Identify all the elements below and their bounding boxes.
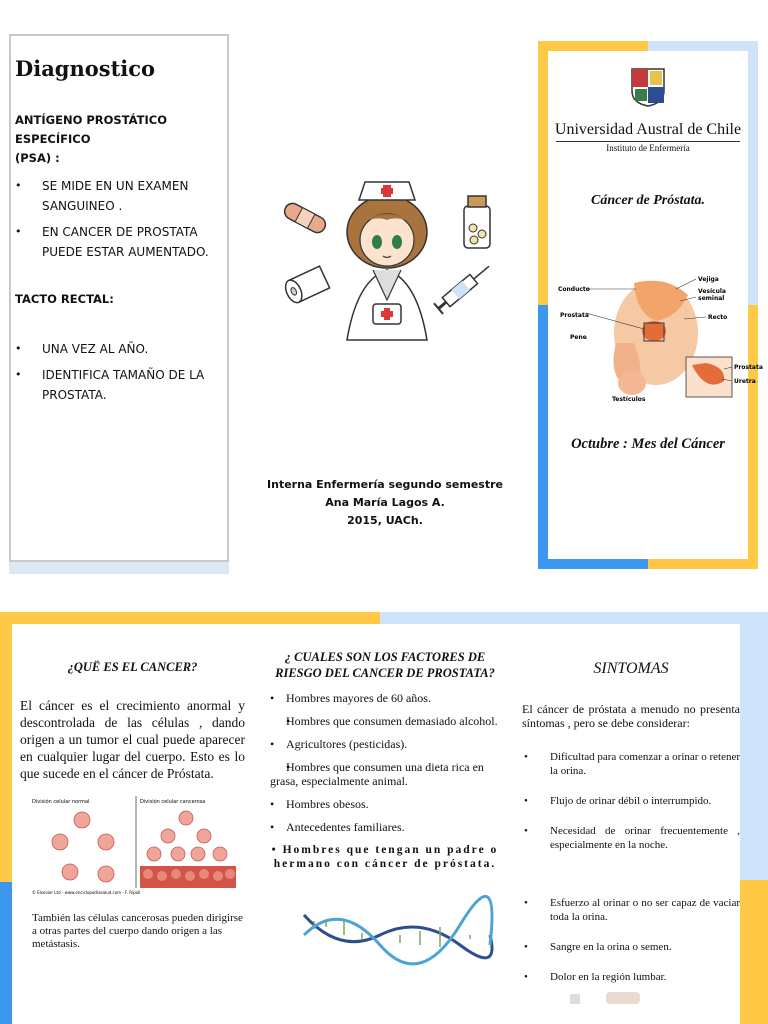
list-item: • Hombres que consumen una dieta rica en grasa, especialmente animal.	[270, 760, 500, 788]
sintomas-intro: El cáncer de próstata a menudo no presenta síntomas , pero se debe considerar:	[522, 702, 740, 730]
list-item: • Flujo de orinar débil o interrumpido.	[522, 794, 740, 808]
photo-fragment	[570, 990, 640, 1004]
cell-division-diagram	[30, 796, 238, 896]
cover-title: Cáncer de Próstata.	[591, 193, 705, 208]
list-item: • Dificultad para comenzar a orinar o retener la orina.	[522, 750, 740, 778]
factores-column	[270, 624, 500, 965]
pill-bottle-icon	[464, 196, 490, 248]
psa-heading	[15, 111, 223, 168]
tacto-list	[15, 339, 223, 405]
list-item: • IDENTIFICA TAMAÑO DE LA PROSTATA.	[15, 365, 223, 405]
inside-page	[0, 612, 768, 1024]
diagnostico-title: Diagnostico	[15, 56, 156, 81]
psa-heading-line1: ANTÍGENO PROSTÁTICO ESPECÍFICO	[15, 113, 167, 146]
border-right	[748, 41, 758, 569]
que-es-paragraph: El cáncer es el crecimiento anormal y descontrolada de las células , dando origen a un tumor el cual puede aparecer en cualquier lugar del cuerpo. Esto es lo que sucede en el cáncer de Próstata.	[20, 698, 245, 781]
border-top-right	[380, 612, 768, 624]
panel-shadow	[9, 562, 229, 574]
list-item: • EN CANCER DE PROSTATA PUEDE ESTAR AUMENTADO.	[15, 222, 223, 262]
anatomy-label: Prostata	[560, 312, 589, 319]
nurse-illustration	[277, 170, 497, 340]
list-item: • Sangre en la orina o semen.	[522, 940, 740, 954]
dna-illustration	[300, 905, 490, 965]
inside-content	[12, 624, 740, 1024]
anatomy-label: Pene	[570, 334, 587, 341]
anatomy-label: Conducto	[558, 286, 590, 293]
cells-caption: © Elsevier Ltd - www.enciclopediasalud.com - F. Ripoll	[32, 890, 141, 895]
bandage-roll-icon	[282, 266, 329, 305]
divider	[556, 141, 740, 142]
border-right-top	[740, 612, 768, 880]
sintomas-heading: SINTOMAS	[593, 660, 669, 677]
cover-inner	[548, 51, 763, 559]
anatomy-label: Uretra	[734, 378, 756, 385]
university-crest-icon	[630, 67, 666, 107]
list-item: • Hombres que consumen demasiado alcohol.	[270, 714, 500, 728]
list-item: • Dolor en la región lumbar.	[522, 970, 740, 984]
tacto-heading: TACTO RECTAL:	[15, 292, 114, 306]
list-item: • Esfuerzo al orinar o no ser capaz de vaciar toda la orina.	[522, 896, 740, 924]
institute-name: Instituto de Enfermería	[606, 143, 690, 153]
anatomy-label: Testículos	[612, 396, 646, 403]
list-item: • Necesidad de orinar frecuentemente , especialmente en la noche.	[522, 824, 740, 852]
credits-line: Interna Enfermería segundo semestre	[267, 478, 503, 491]
anatomy-label: Vesícula	[698, 288, 726, 295]
psa-list	[15, 176, 223, 262]
syringe-icon	[434, 261, 494, 314]
border-right-bottom	[740, 880, 768, 1024]
border-top	[538, 41, 758, 51]
anatomy-label: Vejiga	[698, 276, 719, 283]
list-item: • Antecedentes familiares.	[270, 820, 500, 834]
factores-list	[270, 691, 500, 871]
que-es-column	[20, 624, 245, 951]
list-item: • SE MIDE EN UN EXAMEN SANGUINEO .	[15, 176, 223, 216]
list-item-highlight: • Hombres que tengan un padre o hermano con cáncer de próstata.	[271, 844, 499, 870]
bandage-icon	[282, 201, 328, 236]
border-left-top	[0, 612, 12, 882]
anatomy-label: Recto	[708, 314, 728, 321]
que-es-heading: ¿QUË ES EL CANCER?	[67, 660, 198, 674]
sintomas-column	[522, 624, 740, 1009]
border-left-bottom	[0, 882, 12, 1024]
cells-label-right: División celular cancerosa	[140, 799, 206, 805]
credits-line: Ana María Lagos A.	[325, 496, 445, 509]
list-item: • Hombres mayores de 60 años.	[270, 691, 500, 705]
credits	[240, 476, 530, 530]
border-bottom	[538, 559, 758, 569]
border-top-left	[0, 612, 380, 624]
nurse-figure	[347, 182, 427, 340]
psa-heading-line2: (PSA) :	[15, 151, 60, 165]
cells-label-left: División celular normal	[32, 799, 90, 805]
cover-month: Octubre : Mes del Cáncer	[571, 436, 725, 452]
credits-line: 2015, UACh.	[347, 514, 423, 527]
list-item: • UNA VEZ AL AÑO.	[15, 339, 223, 359]
list-item: • Hombres obesos.	[270, 797, 500, 811]
border-left	[538, 41, 548, 569]
anatomy-label: Prostata	[734, 364, 763, 371]
anatomy-label: seminal	[698, 295, 725, 302]
factores-heading: ¿ CUALES SON LOS FACTORES DE RIESGO DEL CANCER DE PROSTATA?	[275, 650, 495, 680]
diagnostico-panel	[9, 34, 229, 562]
cover-panel	[538, 41, 763, 569]
list-item: • Agricultores (pesticidas).	[270, 737, 500, 751]
metastasis-text: También las células cancerosas pueden dirigirse a otras partes del cuerpo dando origen a las metástasis.	[32, 912, 243, 950]
university-name: Universidad Austral de Chile	[554, 121, 742, 138]
prostate-anatomy-diagram	[556, 273, 763, 403]
